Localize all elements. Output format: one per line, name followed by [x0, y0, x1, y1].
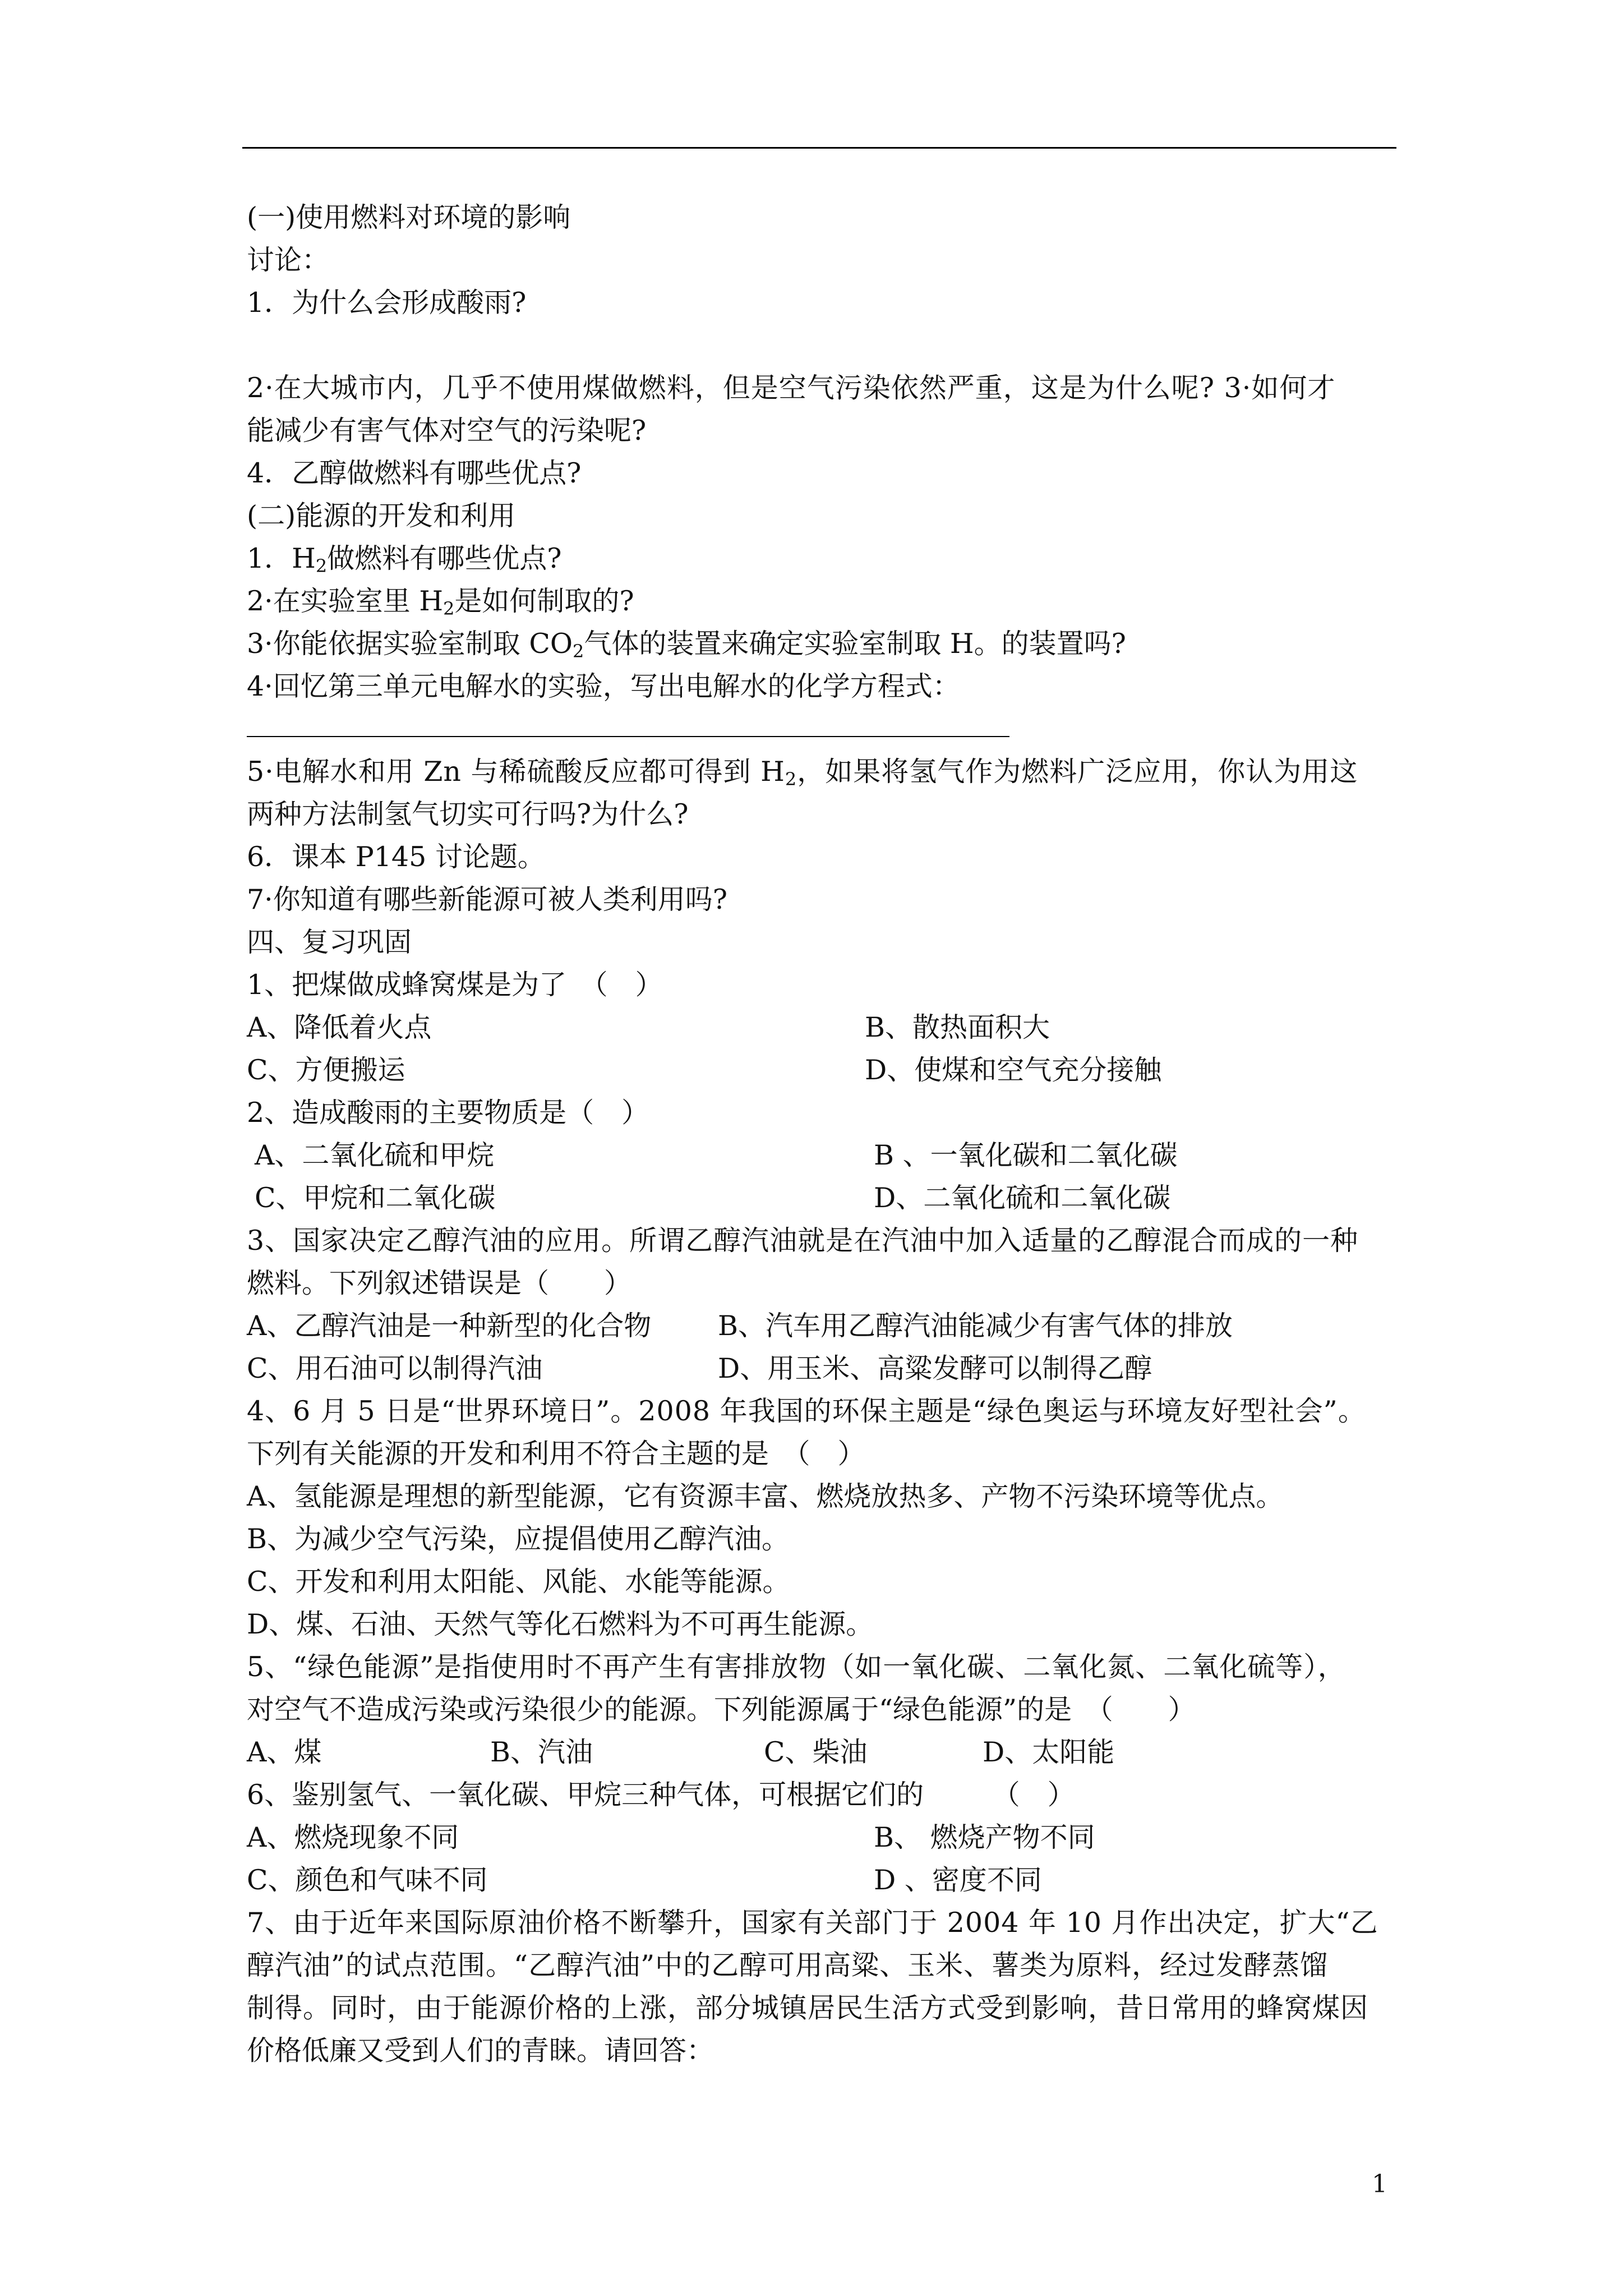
q7-paragraph-line1: 7、由于近年来国际原油价格不断攀升，国家有关部门于 2004 年 10 月作出决定，扩大“乙 — [247, 1907, 1378, 1939]
question-co2-apparatus: 3·你能依据实验室制取 $CO_2$气体的装置来确定实验室制取 H。的装置吗? — [247, 628, 1126, 662]
mc3-options-row1 — [247, 1305, 1402, 1347]
section-title-energy: (二)能源的开发和利用 — [247, 500, 516, 532]
header-rule — [242, 147, 1396, 149]
mc5-options — [247, 1731, 1402, 1774]
mc6-stem: 6、鉴别氢气、一氧化碳、甲烷三种气体，可根据它们的 （ ） — [247, 1779, 1075, 1811]
q7-paragraph-line3: 制得。同时，由于能源价格的上涨，部分城镇居民生活方式受到影响，昔日常用的蜂窝煤因 — [247, 1992, 1369, 2024]
q7-paragraph-line4: 价格低廉又受到人们的青睐。请回答： — [247, 2035, 714, 2067]
mc2-stem: 2、造成酸雨的主要物质是（ ） — [247, 1097, 649, 1129]
question-h2-advantages: 1．$H_2$做燃料有哪些优点? — [247, 542, 562, 577]
mc6-options-row2 — [247, 1859, 1402, 1902]
mc2-options-row2 — [247, 1177, 1402, 1220]
mc5-option-d: D、太阳能 — [983, 1736, 1115, 1768]
mc3-stem-cont: 燃料。下列叙述错误是（ ） — [247, 1267, 632, 1299]
question-city-pollution-cont: 能减少有害气体对空气的污染呢? — [247, 415, 647, 447]
mc1-options-row2 — [247, 1049, 1402, 1092]
question-new-energy: 7·你知道有哪些新能源可被人类利用吗? — [247, 884, 728, 915]
mc3-option-d: D、用玉米、高粱发酵可以制得乙醇 — [718, 1352, 1152, 1384]
mc2-option-b: B 、一氧化碳和二氧化碳 — [874, 1139, 1178, 1171]
mc4-stem-cont: 下列有关能源的开发和利用不符合主题的是 （ ） — [247, 1438, 865, 1470]
mc1-option-c: C、方便搬运 — [247, 1054, 405, 1086]
mc3-option-c: C、用石油可以制得汽油 — [247, 1352, 543, 1384]
mc5-stem-cont: 对空气不造成污染或污染很少的能源。下列能源属于“绿色能源”的是 （ ） — [247, 1694, 1196, 1726]
answer-line — [247, 708, 1402, 751]
mc6-option-d: D 、密度不同 — [874, 1864, 1042, 1896]
mc1-option-d: D、使煤和空气充分接触 — [865, 1054, 1162, 1086]
mc1-stem: 1、把煤做成蜂窝煤是为了 （ ） — [247, 969, 663, 1001]
mc4-option-a: A、氢能源是理想的新型能源，它有资源丰富、燃烧放热多、产物不污染环境等优点。 — [247, 1480, 1284, 1512]
mc3-option-b: B、汽车用乙醇汽油能减少有害气体的排放 — [718, 1310, 1233, 1342]
mc3-option-a: A、乙醇汽油是一种新型的化合物 — [247, 1310, 652, 1342]
question-hydrogen-methods-cont: 两种方法制氢气切实可行吗?为什么? — [247, 798, 689, 830]
mc1-options-row1 — [247, 1006, 1402, 1049]
blank-space — [247, 324, 1402, 367]
question-acid-rain: 1．为什么会形成酸雨? — [247, 287, 527, 319]
mc5-option-a: A、煤 — [247, 1736, 322, 1768]
section-title-review: 四、复习巩固 — [247, 926, 412, 958]
mc1-option-a: A、降低着火点 — [247, 1011, 432, 1043]
mc2-options-row1 — [247, 1134, 1402, 1177]
page-content — [247, 196, 1402, 2072]
mc6-options-row1 — [247, 1816, 1402, 1859]
mc5-option-b: B、汽油 — [490, 1736, 593, 1768]
section-title-fuel-impact: (一)使用燃料对环境的影响 — [247, 201, 571, 233]
question-h2-lab-prep: 2·在实验室里 $H_2$是如何制取的? — [247, 585, 634, 619]
mc5-stem: 5、“绿色能源”是指使用时不再产生有害排放物（如一氧化碳、二氧化氮、二氧化硫等）， — [247, 1651, 1346, 1683]
mc6-option-a: A、燃烧现象不同 — [247, 1821, 459, 1853]
mc3-options-row2 — [247, 1347, 1402, 1390]
mc6-option-c: C、颜色和气味不同 — [247, 1864, 488, 1896]
mc1-option-b: B、散热面积大 — [865, 1011, 1050, 1043]
mc5-option-c: C、柴油 — [764, 1736, 868, 1768]
question-electrolysis: 4·回忆第三单元电解水的实验，写出电解水的化学方程式： — [247, 670, 960, 702]
mc2-option-d: D、二氧化硫和二氧化碳 — [874, 1182, 1171, 1214]
mc3-stem: 3、国家决定乙醇汽油的应用。所谓乙醇汽油就是在汽油中加入适量的乙醇混合而成的一种 — [247, 1225, 1359, 1257]
mc4-option-c: C、开发和利用太阳能、风能、水能等能源。 — [247, 1566, 790, 1598]
page-number: 1 — [1372, 2170, 1387, 2198]
mc4-option-d: D、煤、石油、天然气等化石燃料为不可再生能源。 — [247, 1608, 874, 1640]
question-ethanol-advantages: 4．乙醇做燃料有哪些优点? — [247, 457, 582, 489]
mc6-option-b: B、 燃烧产物不同 — [874, 1821, 1095, 1853]
mc2-option-a: A、二氧化硫和甲烷 — [255, 1139, 495, 1171]
discussion-label: 讨论： — [247, 244, 330, 276]
question-textbook: 6．课本 P145 讨论题。 — [247, 841, 545, 873]
mc2-option-c: C、甲烷和二氧化碳 — [255, 1182, 496, 1214]
mc4-option-b: B、为减少空气污染，应提倡使用乙醇汽油。 — [247, 1523, 790, 1555]
question-city-pollution: 2·在大城市内，几乎不使用煤做燃料，但是空气污染依然严重，这是为什么呢? 3·如何才 — [247, 372, 1336, 404]
mc4-stem: 4、6 月 5 日是“世界环境日”。2008 年我国的环保主题是“绿色奥运与环境友好型社会”。 — [247, 1395, 1366, 1427]
q7-paragraph-line2: 醇汽油”的试点范围。“乙醇汽油”中的乙醇可用高粱、玉米、薯类为原料，经过发酵蒸馏 — [247, 1949, 1329, 1981]
question-hydrogen-methods: 5·电解水和用 Zn 与稀硫酸反应都可得到 $H_2$，如果将氢气作为燃料广泛应用，你认为用这 — [247, 756, 1358, 790]
